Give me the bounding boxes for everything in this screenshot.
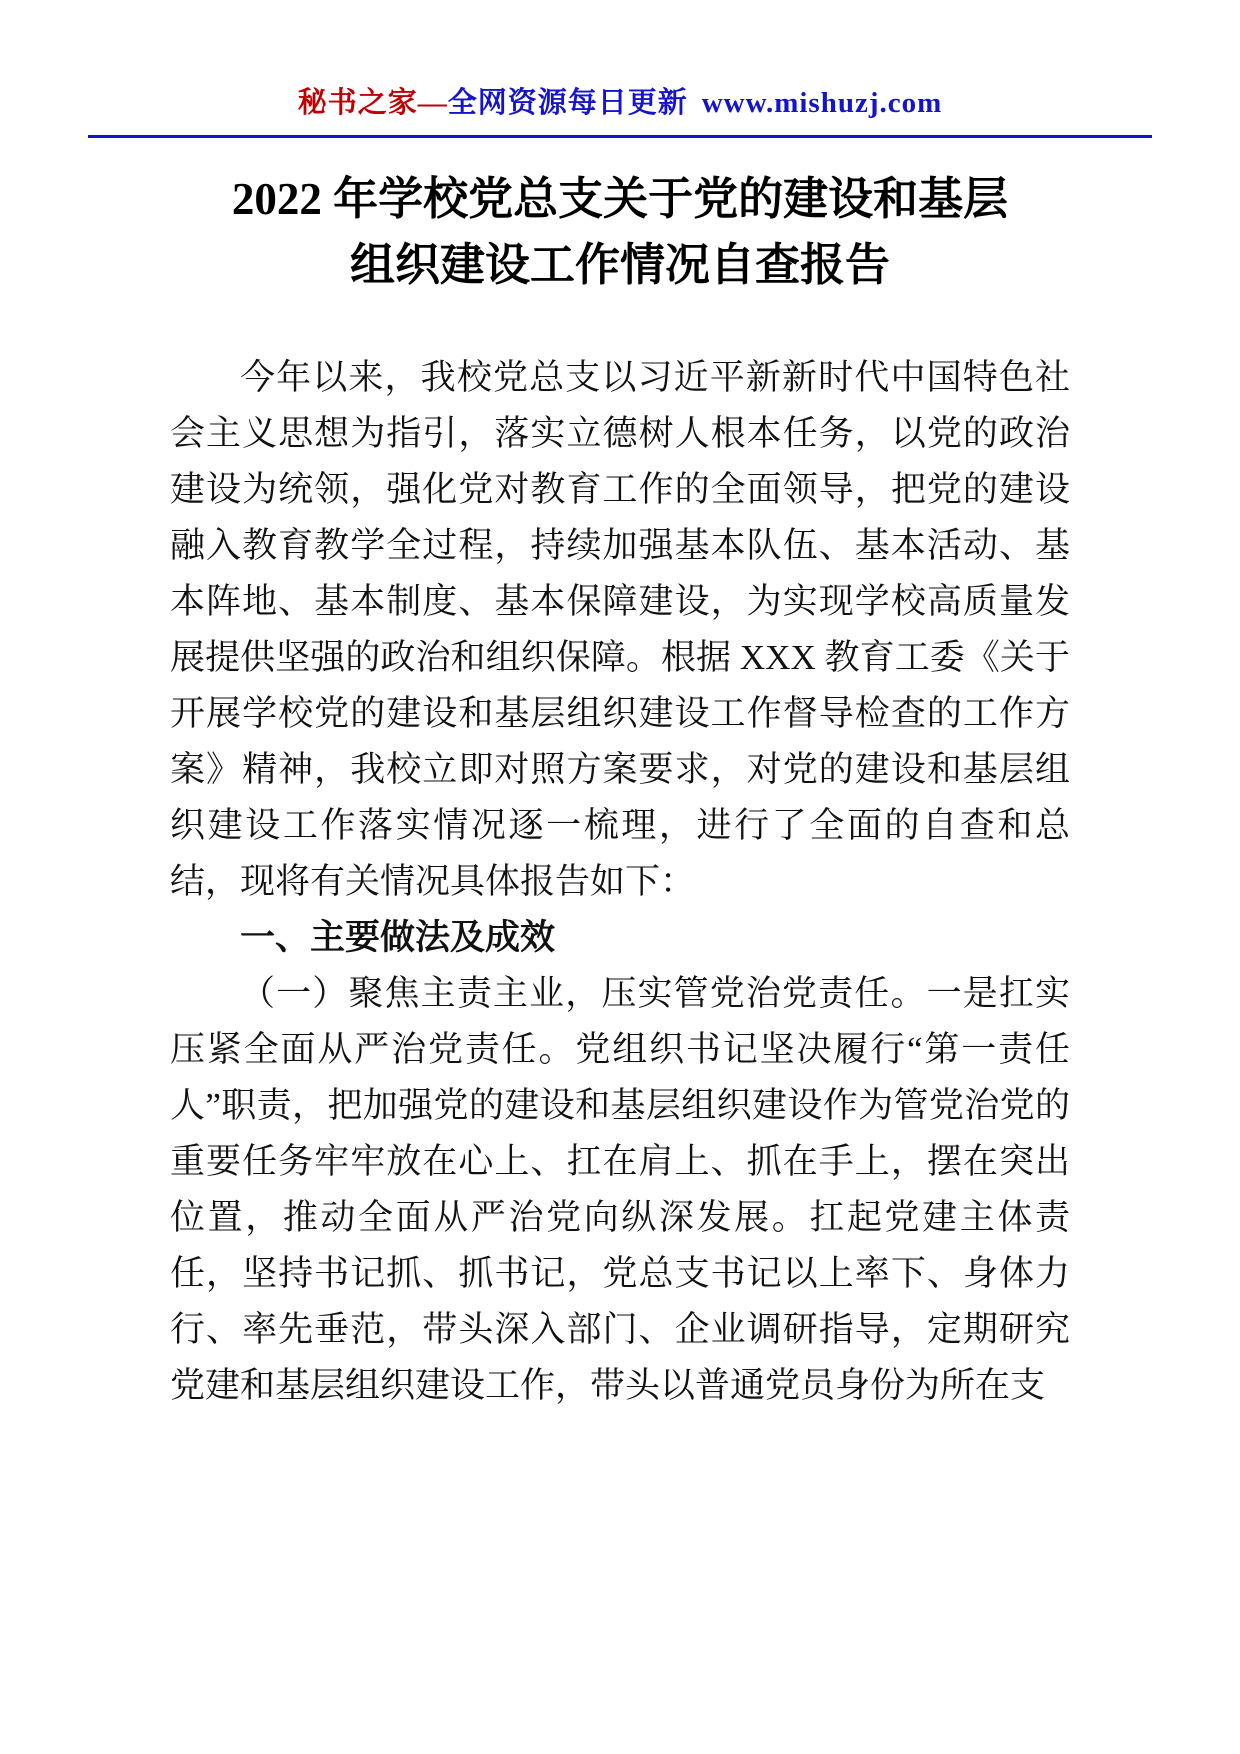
document-title <box>170 166 1070 298</box>
page-header <box>88 80 1152 138</box>
body-paragraph-1: 今年以来，我校党总支以习近平新新时代中国特色社会主义思想为指引，落实立德树人根本任务，以党的政治建设为统领，强化党对教育工作的全面领导，把党的建设融入教育教学全过程，持续加强基本队伍、基本活动、基本阵地、基本制度、基本保障建设，为实现学校高质量发展提供坚强的政治和组织保障。根据 XXX 教育工委《关于开展学校党的建设和基层组织建设工作督导检查的工作方案》精神，我校立即对照方案要求，对党的建设和基层组织建设工作落实情况逐一梳理，进行了全面的自查和总结，现将有关情况具体报告如下： <box>170 358 1070 901</box>
title-line-1: 2022 年学校党总支关于党的建设和基层 <box>231 174 1009 224</box>
header-tagline: 全网资源每日更新 <box>447 87 688 119</box>
brand-name: 秘书之家 <box>297 87 418 119</box>
section-heading-1: 一、主要做法及成效 <box>240 918 556 957</box>
site-url-link[interactable]: www.mishuzj.com <box>701 87 943 119</box>
body-paragraph-2: （一）聚焦主责主业，压实管党治党责任。一是扛实压紧全面从严治党责任。党组织书记坚决履行“第一责任人”职责，把加强党的建设和基层组织建设作为管党治党的重要任务牢牢放在心上、扛在肩上、抓在手上，摆在突出位置，推动全面从严治党向纵深发展。扛起党建主体责任，坚持书记抓、抓书记，党总支书记以上率下、身体力行、率先垂范，带头深入部门、企业调研指导，定期研究党建和基层组织建设工作，带头以普通党员身份为所在支 <box>170 974 1070 1405</box>
header-separator: — <box>417 87 448 119</box>
document-body <box>170 350 1070 1414</box>
title-line-2: 组织建设工作情况自查报告 <box>349 240 890 290</box>
